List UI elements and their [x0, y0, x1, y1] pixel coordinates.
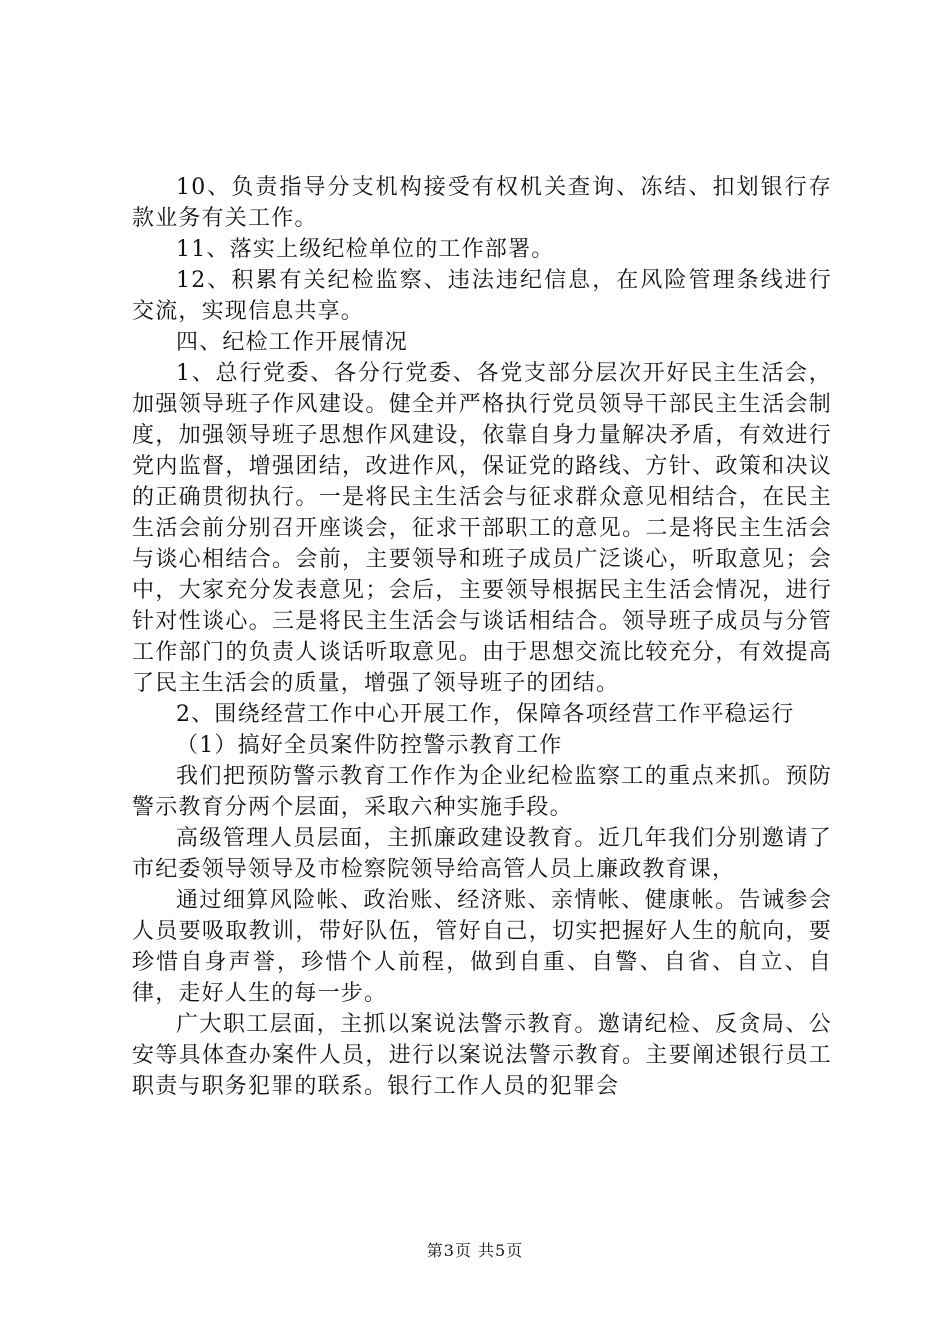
paragraph-business-center: 2、围绕经营工作中心开展工作，保障各项经营工作平稳运行	[176, 702, 795, 727]
subheading-warning-education: （1）搞好全员案件防控警示教育工作	[176, 733, 563, 758]
paragraph-risk-accounts: 通过细算风险帐、政治账、经济账、亲情帐、健康帐。告诫参会人员要吸取教训，带好队伍，管好自己，切实把握好人生的航向，要珍惜自身声誉，珍惜个人前程，做到自重、自警、自省、自立、自律，走好人生的每一步。	[132, 888, 832, 1006]
page-footer: 第3页 共5页	[426, 1241, 524, 1260]
paragraph-item-11: 11、落实上级纪检单位的工作部署。	[176, 237, 555, 262]
paragraph-prevention-focus: 我们把预防警示教育工作作为企业纪检监察工的重点来抓。预防警示教育分两个层面，采取六种实施手段。	[132, 764, 832, 820]
paragraph-staff-level: 广大职工层面，主抓以案说法警示教育。邀请纪检、反贪局、公安等具体查办案件人员，进行以案说法警示教育。主要阐述银行员工职责与职务犯罪的联系。银行工作人员的犯罪会	[132, 1012, 832, 1099]
paragraph-democratic-life: 1、总行党委、各分行党委、各党支部分层次开好民主生活会，加强领导班子作风建设。健全并严格执行党员领导干部民主生活会制度，加强领导班子思想作风建设，依靠自身力量解决矛盾，有效进行党内监督，增强团结，改进作风，保证党的路线、方针、政策和决议的正确贯彻执行。一是将民主生活会与征求群众意见相结合，在民主生活会前分别召开座谈会，征求干部职工的意见。二是将民主生活会与谈心相结合。会前，主要领导和班子成员广泛谈心，听取意见；会中，大家充分发表意见；会后，主要领导根据民主生活会情况，进行针对性谈心。三是将民主生活会与谈话相结合。领导班子成员与分管工作部门的负责人谈话听取意见。由于思想交流比较充分，有效提高了民主生活会的质量，增强了领导班子的团结。	[132, 361, 832, 696]
paragraph-senior-management: 高级管理人员层面，主抓廉政建设教育。近几年我们分别邀请了市纪委领导领导及市检察院领导给高管人员上廉政教育课，	[132, 826, 832, 882]
document-body	[132, 172, 832, 1102]
section-heading-four: 四、纪检工作开展情况	[176, 330, 409, 355]
paragraph-item-12: 12、积累有关纪检监察、违法违纪信息，在风险管理条线进行交流，实现信息共享。	[132, 268, 832, 324]
paragraph-item-10: 10、负责指导分支机构接受有权机关查询、冻结、扣划银行存款业务有关工作。	[132, 175, 832, 231]
